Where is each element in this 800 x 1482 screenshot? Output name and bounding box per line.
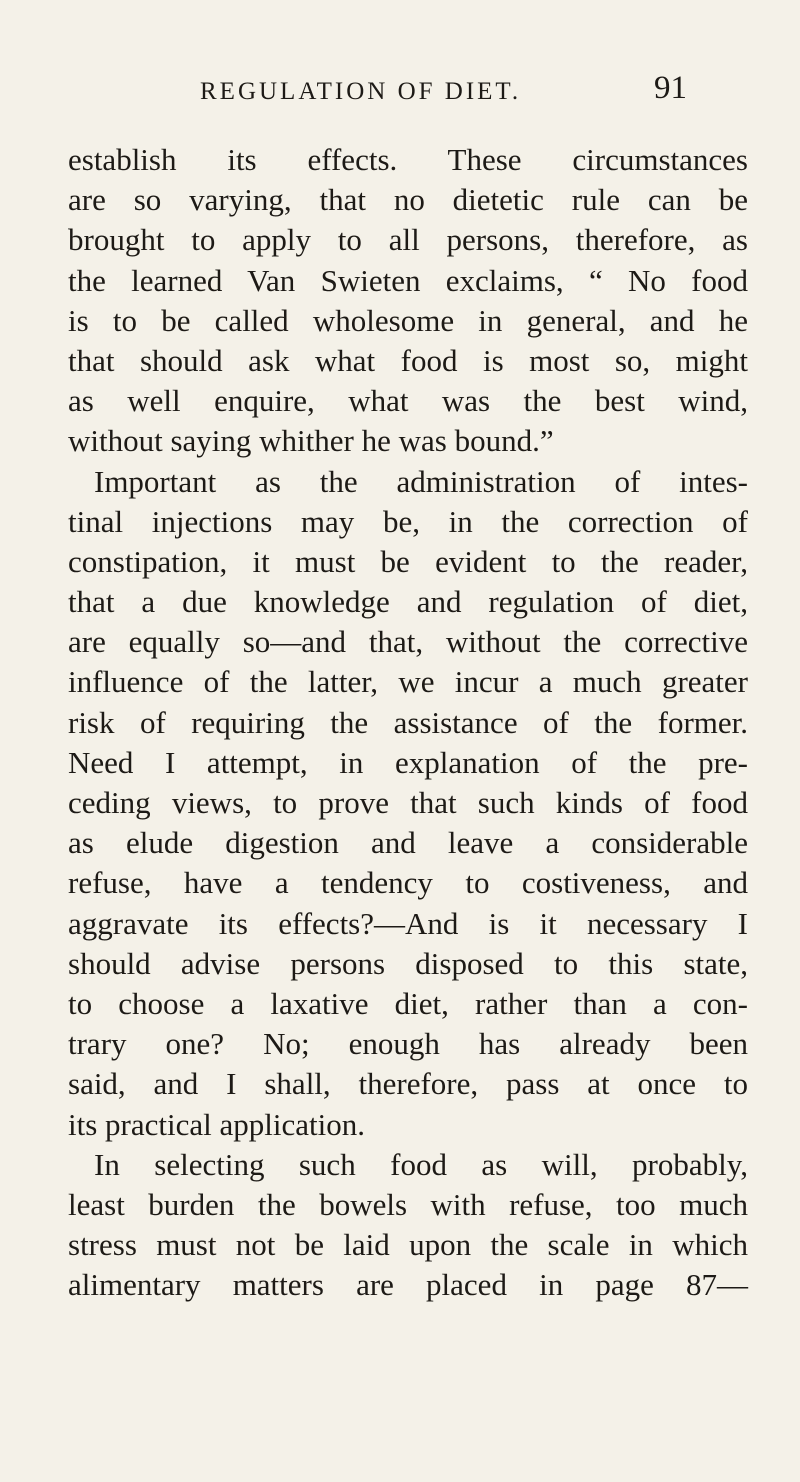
text-line: Need I attempt, in explanation of the pre- [68,744,748,780]
text-line: that a due knowledge and regulation of diet, [68,584,748,620]
text-line: is to be called wholesome in general, and he [68,302,748,338]
text-line: are so varying, that no dietetic rule can be [68,182,748,218]
text-line: tinal injections may be, in the correction of [68,503,748,539]
text-line: least burden the bowels with refuse, too much [68,1186,748,1222]
running-title: REGULATION OF DIET. [200,78,522,105]
text-line: Important as the administration of intes- [94,463,748,499]
text-line: brought to apply to all persons, therefore, as [68,222,748,258]
text-line: establish its effects. These circumstances [68,142,748,177]
page-number: 91 [654,70,687,106]
text-line: In selecting such food as will, probably, [94,1146,748,1182]
text-line: risk of requiring the assistance of the former. [68,704,748,740]
text-line: its practical application. [68,1106,365,1142]
text-line: the learned Van Swieten exclaims, “ No food [68,262,748,298]
text-line: aggravate its effects?—And is it necessary I [68,905,748,941]
text-line: trary one? No; enough has already been [68,1026,748,1062]
text-line: to choose a laxative diet, rather than a con- [68,985,748,1021]
text-line: influence of the latter, we incur a much greater [68,664,748,700]
text-line: as elude digestion and leave a considerable [68,825,748,861]
body-text [68,140,748,1305]
text-line: as well enquire, what was the best wind, [68,383,748,419]
text-line: that should ask what food is most so, might [68,342,748,378]
text-line: stress must not be laid upon the scale in which [68,1227,748,1263]
text-line: without saying whither he was bound.” [68,423,554,459]
text-line: should advise persons disposed to this state, [68,945,748,981]
text-line: constipation, it must be evident to the reader, [68,543,748,579]
text-line: said, and I shall, therefore, pass at once to [68,1066,748,1102]
text-line: alimentary matters are placed in page 87— [68,1267,748,1303]
text-line: ceding views, to prove that such kinds of food [68,785,748,820]
text-line: are equally so—and that, without the corrective [68,624,748,660]
text-line: refuse, have a tendency to costiveness, and [68,865,748,901]
